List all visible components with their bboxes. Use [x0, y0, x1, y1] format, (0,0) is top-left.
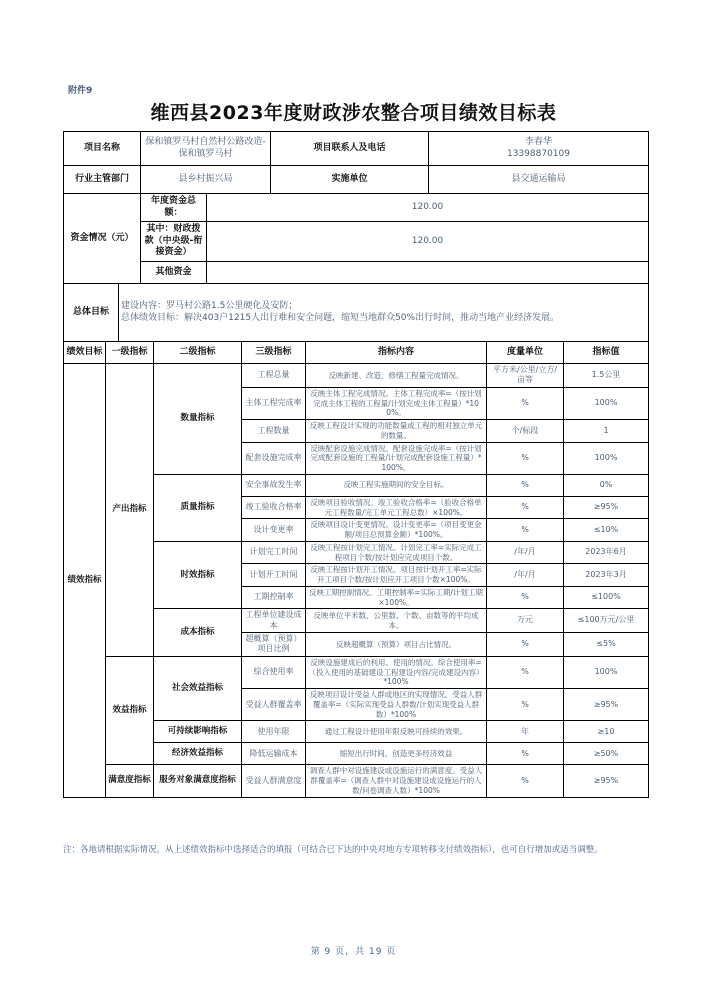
level2-indicator-cell: 数量指标 [154, 364, 242, 475]
funds-total-value: 120.00 [207, 194, 649, 222]
contact-label: 项目联系人及电话 [271, 132, 429, 166]
contact-value [429, 132, 649, 166]
attachment-label: 附件9 [68, 86, 93, 96]
indicator-value-cell: 100% [564, 656, 649, 688]
indicator-unit-cell: % [487, 689, 564, 721]
indicator-unit-cell: % [487, 765, 564, 797]
header-level2: 二级指标 [154, 342, 242, 364]
indicator-unit-cell: % [487, 656, 564, 688]
indicator-content-cell: 调查人群中对设施建设或设施运行的满意度。受益人群覆盖率=（调查人群中对设施建设或设施运行的人数/问卷调查人数）*100% [306, 765, 487, 797]
indicator-value-cell: 2023年6月 [564, 541, 649, 564]
indicator-content-cell: 反映工期控制情况。工期控制率=实际工期/计划工期×100%。 [306, 586, 487, 609]
indicators-table [63, 341, 649, 798]
level3-indicator-cell: 工期控制率 [242, 586, 306, 609]
indicator-content-cell: 反映项目设计受益人群或地区的实现情况。受益人群覆盖率=（实际实现受益人群数/计划实现受益人群数）*100% [306, 689, 487, 721]
indicator-row [64, 364, 649, 388]
funds-other-label: 其他资金 [141, 262, 207, 284]
level3-indicator-cell: 工程数量 [242, 420, 306, 443]
indicator-unit-cell: % [487, 442, 564, 474]
level3-indicator-cell: 降低运输成本 [242, 743, 306, 765]
project-info-table [63, 131, 649, 194]
level2-indicator-cell: 质量指标 [154, 474, 242, 541]
page-number: 第 9 页，共 19 页 [310, 947, 397, 957]
indicator-row [64, 765, 649, 797]
dept-label: 行业主管部门 [64, 166, 141, 194]
performance-indicator-group-cell: 绩效指标 [64, 364, 106, 798]
header-unit: 度量单位 [487, 342, 564, 364]
header-performance-goal: 绩效目标 [64, 342, 106, 364]
indicator-value-cell: ≤5% [564, 633, 649, 657]
level3-indicator-cell: 工程总量 [242, 364, 306, 388]
indicator-unit-cell: % [487, 474, 564, 496]
indicator-value-cell: 100% [564, 442, 649, 474]
level3-indicator-cell: 设计变更率 [242, 519, 306, 542]
page-title: 维西县2023年度财政涉农整合项目绩效目标表 [150, 102, 557, 124]
indicator-content-cell: 反映主体工程完成情况。主体工程完成率=（按计划完成主体工程的工程量/计划完成主体工程量）*100%。 [306, 387, 487, 419]
dept-value: 县乡村振兴局 [141, 166, 271, 194]
project-name-label: 项目名称 [64, 132, 141, 166]
header-level3: 三级指标 [242, 342, 306, 364]
indicator-unit-cell: % [487, 387, 564, 419]
indicators-header-row [64, 342, 649, 364]
header-value: 指标值 [564, 342, 649, 364]
indicator-value-cell: ≥10 [564, 721, 649, 743]
header-content: 指标内容 [306, 342, 487, 364]
level3-indicator-cell: 受益人群覆盖率 [242, 689, 306, 721]
indicator-unit-cell: 万元 [487, 609, 564, 633]
indicator-content-cell: 反映新建、改造、修缮工程量完成情况。 [306, 364, 487, 388]
document-body [63, 131, 648, 798]
level3-indicator-cell: 超概算（预算）项目比例 [242, 633, 306, 657]
indicator-value-cell: ≤10% [564, 519, 649, 542]
indicator-unit-cell: /年/月 [487, 541, 564, 564]
level1-indicator-cell: 满意度指标 [106, 765, 154, 797]
contact-phone: 13398870109 [507, 148, 570, 159]
indicator-value-cell: 2023年3月 [564, 564, 649, 587]
level2-indicator-cell: 可持续影响指标 [154, 721, 242, 743]
level3-indicator-cell: 计划完工时间 [242, 541, 306, 564]
level3-indicator-cell: 安全事故发生率 [242, 474, 306, 496]
overall-goal-label: 总体目标 [64, 284, 119, 342]
indicator-value-cell: 0% [564, 474, 649, 496]
indicator-value-cell: ≥50% [564, 743, 649, 765]
indicator-content-cell: 反映设施建成后的利用、使用的情况。综合使用率=（投入使用的基础建设工程建设内容/完成建设内容）*100% [306, 656, 487, 688]
indicator-value-cell: ≤100万元/公里 [564, 609, 649, 633]
indicator-content-cell: 反映超概算（预算）项目占比情况。 [306, 633, 487, 657]
overall-goal-content [119, 284, 649, 342]
level2-indicator-cell: 时效指标 [154, 541, 242, 609]
indicator-unit-cell: 个/标段 [487, 420, 564, 443]
indicator-value-cell: 1 [564, 420, 649, 443]
level3-indicator-cell: 使用年限 [242, 721, 306, 743]
indicator-unit-cell: % [487, 496, 564, 519]
level3-indicator-cell: 竣工验收合格率 [242, 496, 306, 519]
funds-total-label: 年度资金总额： [141, 194, 207, 222]
funds-label: 资金情况（元） [64, 194, 141, 284]
project-name-value: 保和镇罗马村自然村公路改造-保和镇罗马村 [141, 132, 271, 166]
indicator-content-cell: 通过工程设计使用年限反映可持续的效果。 [306, 721, 487, 743]
impl-value: 县交通运输局 [429, 166, 649, 194]
indicator-value-cell: ≤100% [564, 586, 649, 609]
indicator-unit-cell: 年 [487, 721, 564, 743]
funds-central-label: 其中：财政拨款（中央级-衔接资金） [141, 222, 207, 262]
indicator-content-cell: 反映工程设计实现的功能数量或工程的相对独立单元的数量。 [306, 420, 487, 443]
indicator-row [64, 656, 649, 688]
level2-indicator-cell: 经济效益指标 [154, 743, 242, 765]
level2-indicator-cell: 服务对象满意度指标 [154, 765, 242, 797]
funds-central-value: 120.00 [207, 222, 649, 262]
indicator-unit-cell: % [487, 633, 564, 657]
indicator-content-cell: 反映项目验收情况。竣工验收合格率=（验收合格单元工程数量/完工单元工程总数）×100%。 [306, 496, 487, 519]
level3-indicator-cell: 配套设施完成率 [242, 442, 306, 474]
indicator-value-cell: ≥95% [564, 496, 649, 519]
indicator-content-cell: 反映配套设施完成情况。配套设施完成率=（按计划完成配套设施的工程量/计划完成配套设施工程量）*100%。 [306, 442, 487, 474]
overall-goal-table [63, 283, 649, 342]
indicator-unit-cell: % [487, 519, 564, 542]
indicator-value-cell: ≥95% [564, 765, 649, 797]
funds-other-value [207, 262, 649, 284]
funds-table [63, 193, 649, 284]
indicator-content-cell: 缩短出行时间，创造更多经济效益 [306, 743, 487, 765]
indicator-content-cell: 反映项目设计变更情况。设计变更率=（项目变更金额/项目总预算金额）*100%。 [306, 519, 487, 542]
level1-indicator-cell: 效益指标 [106, 656, 154, 765]
indicator-unit-cell: 平方米/公里/立方/亩等 [487, 364, 564, 388]
indicator-value-cell: 100% [564, 387, 649, 419]
indicator-value-cell: 1.5公里 [564, 364, 649, 388]
contact-name: 李春华 [524, 136, 552, 147]
level2-indicator-cell: 社会效益指标 [154, 656, 242, 721]
overall-goal-line2: 总体绩效目标：解决403户1215人出行难和安全问题，缩短当地群众50%出行时间，推动当地产业经济发展。 [121, 312, 560, 323]
indicator-value-cell: ≥95% [564, 689, 649, 721]
level3-indicator-cell: 主体工程完成率 [242, 387, 306, 419]
indicator-content-cell: 反映工程实施期间的安全目标。 [306, 474, 487, 496]
impl-label: 实施单位 [271, 166, 429, 194]
indicator-unit-cell: /年/月 [487, 564, 564, 587]
footer-note: 注：各地请根据实际情况，从上述绩效指标中选择适合的填报（可结合已下达的中央对地方专项转移支付绩效指标），也可自行增加或适当调整。 [63, 845, 603, 855]
indicator-content-cell: 反映工程按计划完工情况。计划完工率=实际完成工程项目个数/按计划应完成项目个数。 [306, 541, 487, 564]
header-level1: 一级指标 [106, 342, 154, 364]
level3-indicator-cell: 工程单位建设成本 [242, 609, 306, 633]
indicator-unit-cell: % [487, 743, 564, 765]
indicator-content-cell: 反映工程按计划开工情况。项目按计划开工率=实际开工项目个数/按计划应开工项目个数×100%。 [306, 564, 487, 587]
level3-indicator-cell: 计划开工时间 [242, 564, 306, 587]
level3-indicator-cell: 受益人群满意度 [242, 765, 306, 797]
indicator-unit-cell: % [487, 586, 564, 609]
level2-indicator-cell: 成本指标 [154, 609, 242, 657]
level1-indicator-cell: 产出指标 [106, 364, 154, 657]
level3-indicator-cell: 综合使用率 [242, 656, 306, 688]
overall-goal-line1: 建设内容：罗马村公路1.5公里硬化及安防； [121, 300, 298, 311]
indicator-content-cell: 反映单位平米数、公里数、个数、亩数等的平均成本。 [306, 609, 487, 633]
